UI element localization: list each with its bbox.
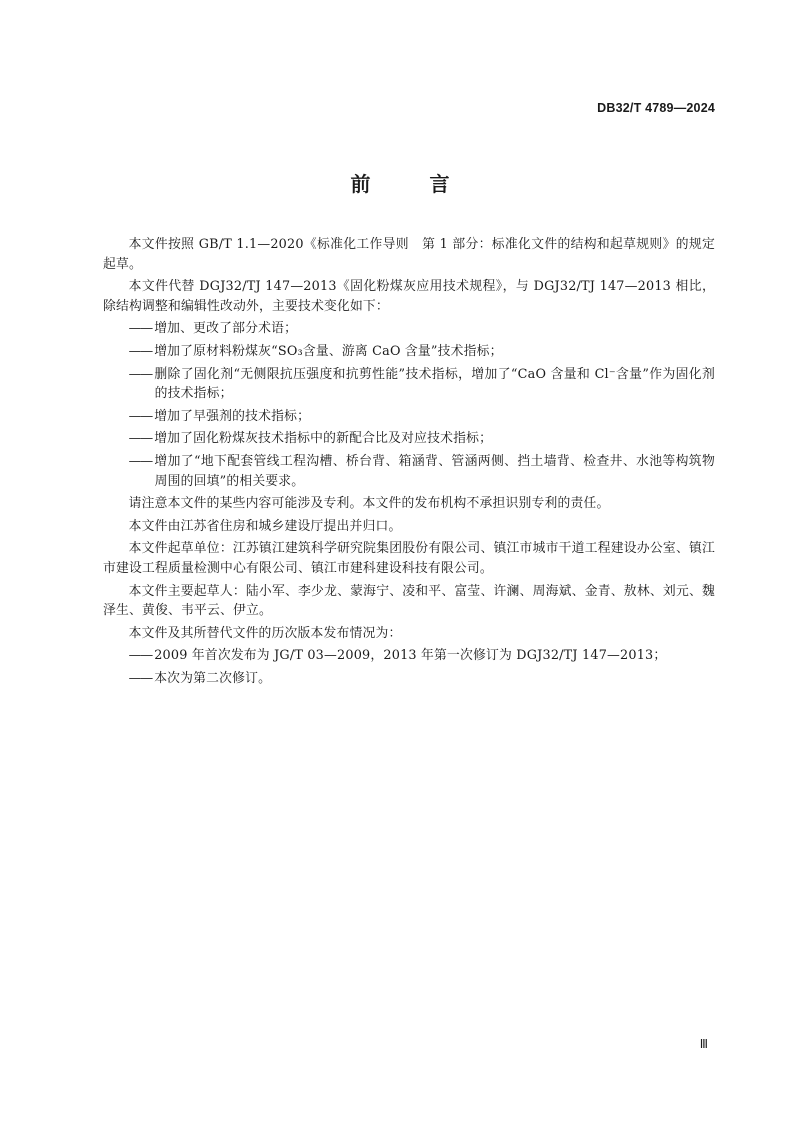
list-item: —— 增加了早强剂的技术指标； [128,408,311,424]
list-item: —— 增加、更改了部分术语； [128,321,298,337]
list-dash: —— [128,453,153,469]
list-dash: —— [128,343,153,359]
list-item: —— 增加了“地下配套管线工程沟槽、桥台背、箱涵背、管涵两侧、挡土墙背、检查井、水池等构筑物周围的回填”的相关要求。 [128,453,715,489]
paragraph-history-intro: 本文件及其所替代文件的历次版本发布情况为： [128,625,402,641]
list-dash: —— [128,431,153,447]
list-dash: —— [128,670,153,686]
paragraph-proposer: 本文件由江苏省住房和城乡建设厅提出并归口。 [128,518,402,534]
paragraph-drafting-units: 本文件起草单位：江苏镇江建筑科学研究院集团股份有限公司、镇江市城市干道工程建设办公室、镇江市建设工程质量检测中心有限公司、镇江市建科建设科技有限公司。 [103,541,715,576]
list-item: —— 删除了固化剂“无侧限抗压强度和抗剪性能”技术指标，增加了“CaO 含量和 Cl⁻含量”作为固化剂的技术指标； [128,366,715,402]
list-dash: —— [128,408,153,424]
page-title: 前 言 [350,172,476,196]
list-dash: —— [128,648,153,664]
paragraph-replacement: 本文件代替 DGJ32/TJ 147—2013《固化粉煤灰应用技术规程》，与 DGJ32/TJ 147—2013 相比，除结构调整和编辑性改动外，主要技术变化如下： [103,279,715,314]
paragraph-patent-notice: 请注意本文件的某些内容可能涉及专利。本文件的发布机构不承担识别专利的责任。 [128,496,610,512]
list-dash: —— [128,366,153,382]
list-item: —— 增加了固化粉煤灰技术指标中的新配合比及对应技术指标； [128,431,493,447]
list-item: —— 增加了原材料粉煤灰“SO₃含量、游离 CaO 含量”技术指标； [128,343,503,359]
list-item: —— 2009 年首次发布为 JG/T 03—2009，2013 年第一次修订为 DGJ32/TJ 147—2013； [128,648,667,664]
list-dash: —— [128,321,153,337]
paragraph-drafting-basis: 本文件按照 GB/T 1.1—2020《标准化工作导则 第 1 部分：标准化文件的结构和起草规则》的规定起草。 [103,237,715,272]
paragraph-drafters: 本文件主要起草人：陆小军、李少龙、蒙海宁、凌和平、富莹、许澜、周海斌、金青、敖林、刘元、魏泽生、黄俊、韦平云、伊立。 [103,583,715,619]
page-number: Ⅲ [699,1037,708,1051]
document-body [103,235,715,691]
standard-code: DB32/T 4789—2024 [597,101,715,115]
list-item: —— 本次为第二次修订。 [128,670,272,686]
